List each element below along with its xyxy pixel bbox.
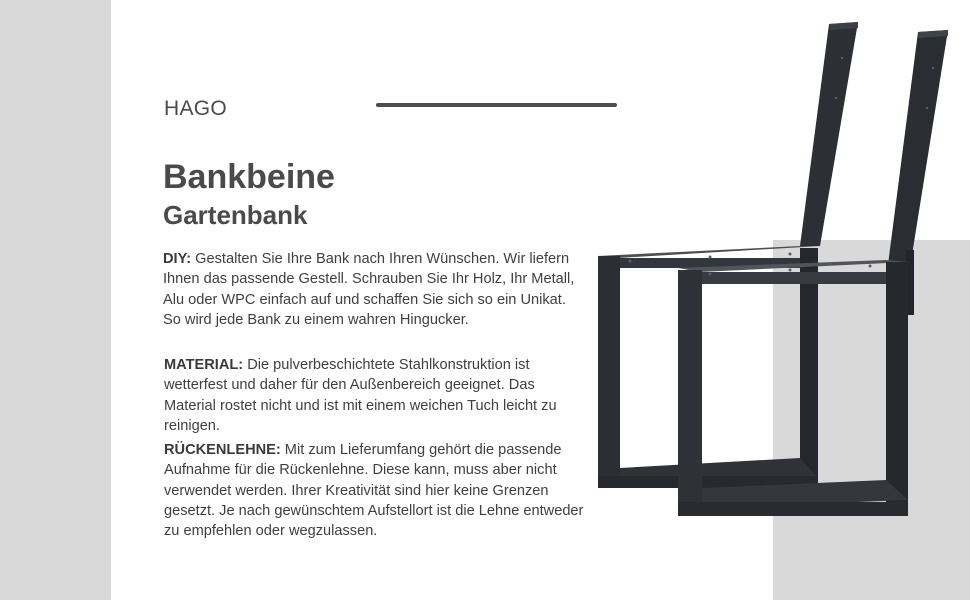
page-title: Bankbeine: [163, 158, 335, 196]
page-subtitle: Gartenbank: [163, 200, 308, 230]
bench-legs-image: [590, 18, 970, 528]
brand-name: HAGO: [164, 97, 228, 120]
material-label: MATERIAL:: [164, 357, 244, 373]
backrest-label: RÜCKENLEHNE:: [164, 442, 281, 458]
brand-divider: [376, 103, 617, 107]
backrest-text: Mit zum Lieferumfang gehört die passende Aufnahme für die Rückenlehne. Diese kann, muss aber nicht verwendet werden. Ihrer Kreativität sind hier keine Grenzen gesetzt. Je nach gewünschtem Aufstellort ist die Lehne entweder zu empfehlen oder wegzulassen.: [164, 442, 584, 540]
material-text: Die pulverbeschichtete Stahlkonstruktion ist wetterfest und daher für den Außenbereich geeignet. Das Material rostet nicht und ist mit einem weichen Tuch leicht zu reinigen.: [164, 357, 557, 434]
material-paragraph: [164, 355, 588, 436]
diy-paragraph: [163, 249, 587, 330]
diy-text: Gestalten Sie Ihre Bank nach Ihren Wünschen. Wir liefern Ihnen das passende Gestell. Schrauben Sie Ihr Holz, Ihr Metall, Alu oder WPC einfach auf und schaffen Sie sich so ein Unikat. So wird jede Bank zu einem wahren Hingucker.: [163, 251, 575, 328]
left-decor-band: [0, 0, 111, 600]
diy-label: DIY:: [163, 251, 192, 267]
backrest-paragraph: [164, 440, 588, 541]
